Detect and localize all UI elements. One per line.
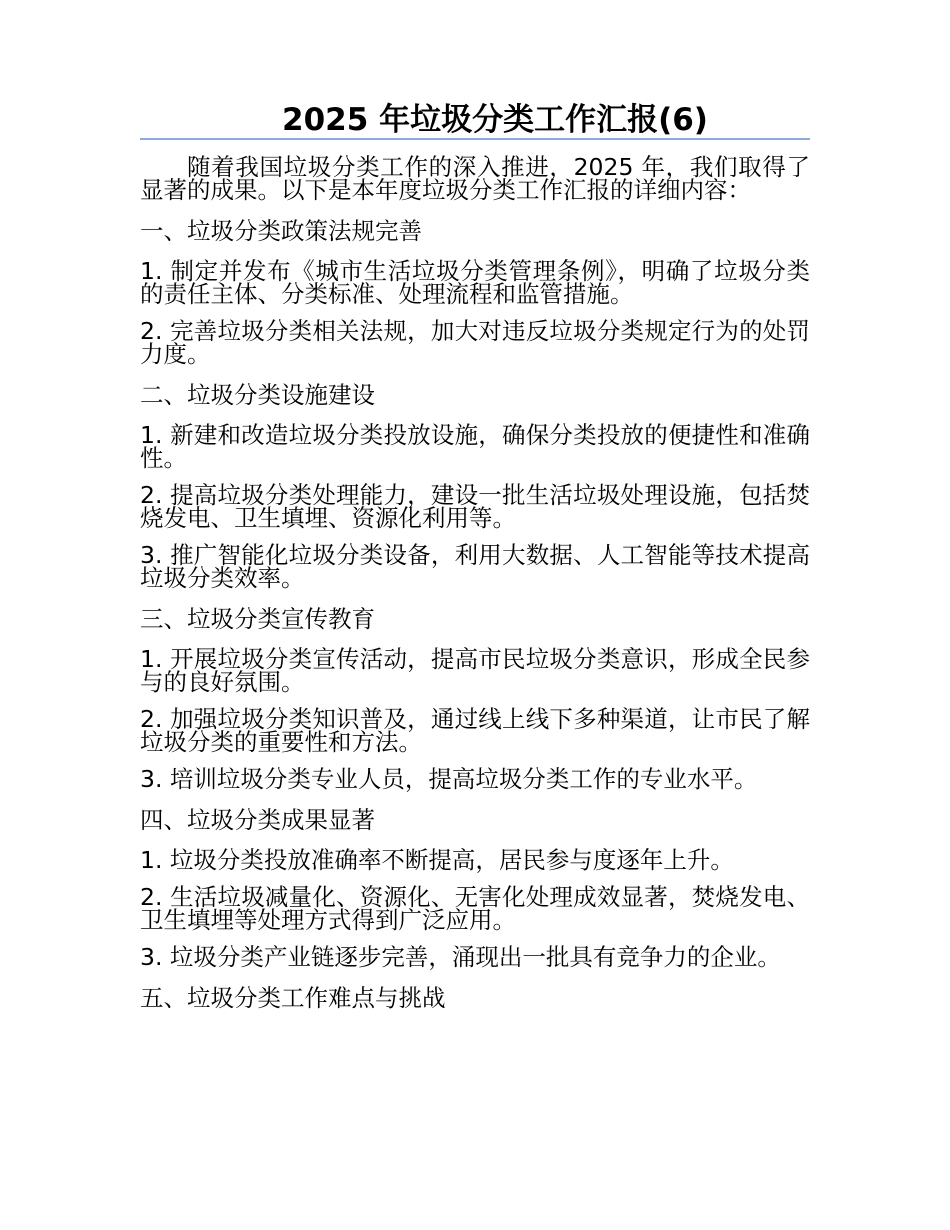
document-page bbox=[140, 100, 810, 1027]
list-item: 2. 完善垃圾分类相关法规，加大对违反垃圾分类规定行为的处罚力度。 bbox=[140, 317, 810, 368]
section-1 bbox=[140, 216, 810, 366]
document-title: 2025 年垃圾分类工作汇报(6) bbox=[282, 102, 708, 138]
section-5 bbox=[140, 983, 810, 1013]
section-4 bbox=[140, 805, 810, 969]
list-item: 3. 推广智能化垃圾分类设备，利用大数据、人工智能等技术提高垃圾分类效率。 bbox=[140, 541, 810, 592]
list-item: 2. 生活垃圾减量化、资源化、无害化处理成效显著，焚烧发电、卫生填埋等处理方式得到广泛应用。 bbox=[140, 883, 810, 934]
list-item: 2. 提高垃圾分类处理能力，建设一批生活垃圾处理设施，包括焚烧发电、卫生填埋、资源化利用等。 bbox=[140, 481, 810, 532]
list-item: 2. 加强垃圾分类知识普及，通过线上线下多种渠道，让市民了解垃圾分类的重要性和方法。 bbox=[140, 705, 810, 756]
list-item: 1. 垃圾分类投放准确率不断提高，居民参与度逐年上升。 bbox=[140, 846, 734, 874]
section-heading: 四、垃圾分类成果显著 bbox=[140, 806, 375, 834]
section-heading: 二、垃圾分类设施建设 bbox=[140, 381, 375, 409]
list-item: 3. 培训垃圾分类专业人员，提高垃圾分类工作的专业水平。 bbox=[140, 765, 758, 793]
section-3 bbox=[140, 604, 810, 791]
intro-paragraph: 随着我国垃圾分类工作的深入推进，2025 年，我们取得了显著的成果。以下是本年度垃圾分类工作汇报的详细内容： bbox=[140, 153, 810, 204]
list-item: 1. 新建和改造垃圾分类投放设施，确保分类投放的便捷性和准确性。 bbox=[140, 421, 810, 472]
section-2 bbox=[140, 380, 810, 590]
section-heading: 三、垃圾分类宣传教育 bbox=[140, 605, 375, 633]
section-heading: 五、垃圾分类工作难点与挑战 bbox=[140, 984, 446, 1012]
list-item: 1. 开展垃圾分类宣传活动，提高市民垃圾分类意识，形成全民参与的良好氛围。 bbox=[140, 645, 810, 696]
list-item: 3. 垃圾分类产业链逐步完善，涌现出一批具有竞争力的企业。 bbox=[140, 943, 781, 971]
section-heading: 一、垃圾分类政策法规完善 bbox=[140, 217, 422, 245]
list-item: 1. 制定并发布《城市生活垃圾分类管理条例》，明确了垃圾分类的责任主体、分类标准、处理流程和监管措施。 bbox=[140, 257, 810, 308]
